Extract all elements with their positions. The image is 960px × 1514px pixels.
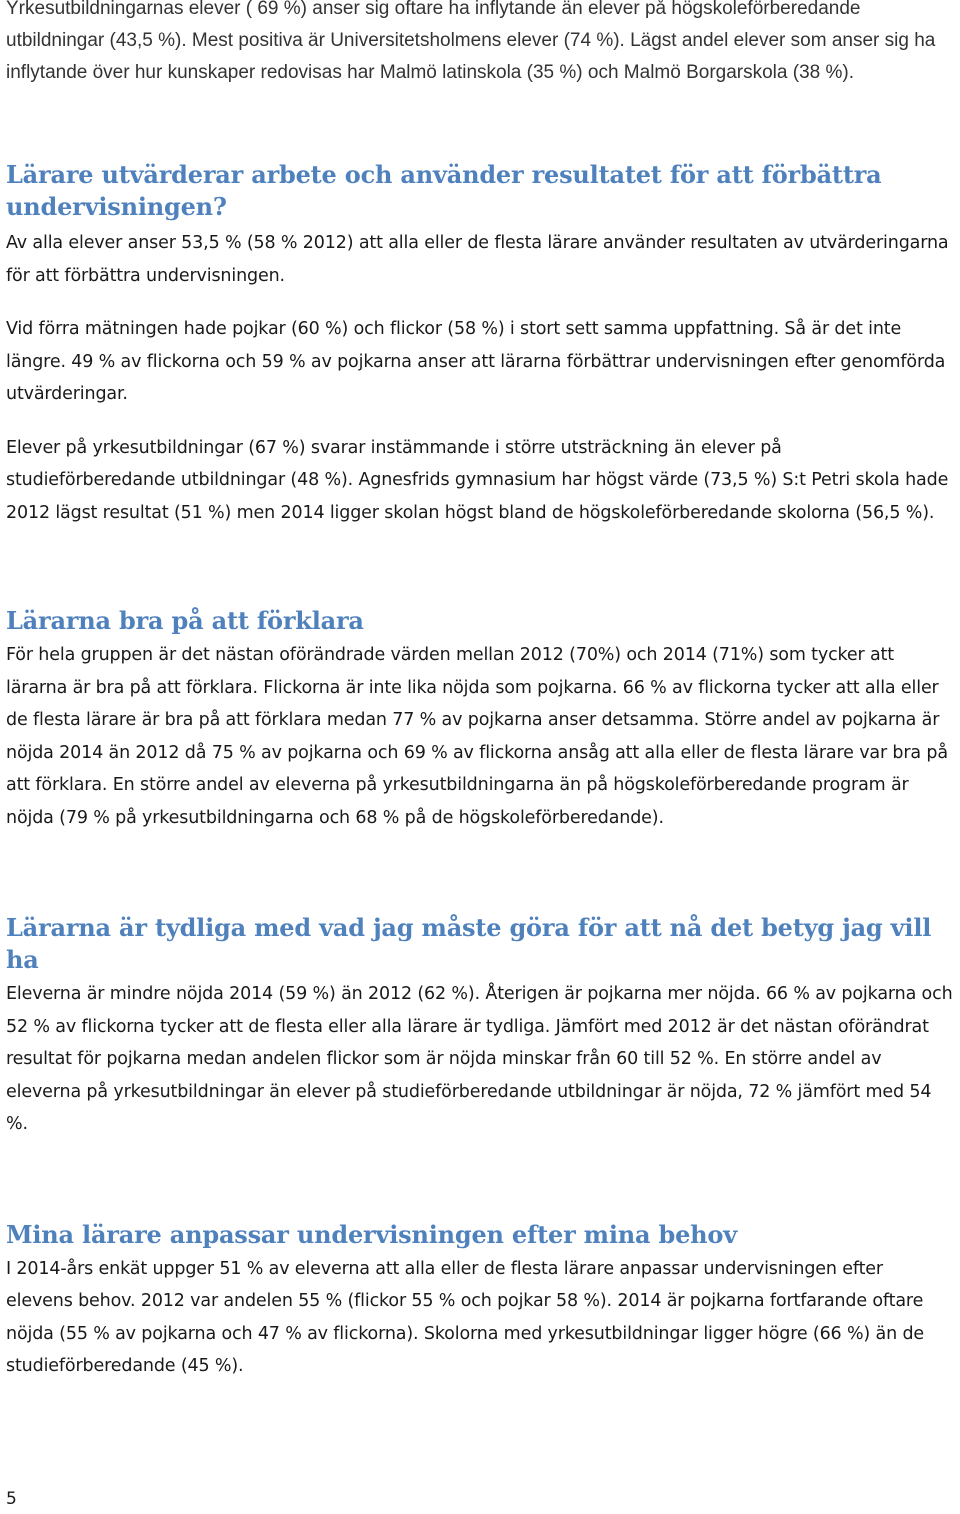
section-utvardering-paragraph-3: Elever på yrkesutbildningar (67 %) svarar instämmande i större utsträckning än elever på studieförberedande utbildningar (48 %). Agnesfrids gymnasium har högst värde (73,5 %) S:t Petri skola hade 2012 lägst resultat (51 %) men 2014 ligger skolan högst bland de högskoleförberedande skolorna (56,5 %). (6, 437, 949, 523)
page-number: 5 (6, 1489, 17, 1509)
section-heading-utvardering: Lärare utvärderar arbete och använder resultatet för att förbättra undervisningen? (6, 160, 882, 221)
section-forklara-paragraph-1: För hela gruppen är det nästan oförändrade värden mellan 2012 (70%) och 2014 (71%) som tycker att lärarna är bra på att förklara. Flickorna är inte lika nöjda som pojkarna. 66 % av flickorna tycker att alla eller de flesta lärare är bra på att förklara medan 77 % av pojkarna anser detsamma. Större andel av pojkarna är nöjda 2014 än 2012 då 75 % av pojkarna och 69 % av flickorna ansåg att alla eller de flesta lärare var bra på att förklara. En större andel av eleverna på yrkesutbildningarna än på högskoleförberedande program är nöjda (79 % på yrkesutbildningarna och 68 % på de högskoleförberedande). (6, 645, 948, 828)
section-utvardering-paragraph-1: Av alla elever anser 53,5 % (58 % 2012) att alla eller de flesta lärare använder resultaten av utvärderingarna för att förbättra undervisningen. (6, 233, 949, 286)
intro-paragraph: Yrkesutbildningarnas elever ( 69 %) anser sig oftare ha inflytande än elever på högskoleförberedande utbildningar (43,5 %). Mest positiva är Universitetsholmens elever (74 %). Lägst andel elever som anser sig ha inflytande över hur kunskaper redovisas har Malmö latinskola (35 %) och Malmö Borgarskola (38 %). (6, 0, 936, 83)
section-heading-tydliga: Lärarna är tydliga med vad jag måste göra för att nå det betyg jag vill ha (6, 913, 932, 974)
section-heading-forklara: Lärarna bra på att förklara (6, 606, 364, 635)
section-heading-anpassar: Mina lärare anpassar undervisningen efter mina behov (6, 1219, 737, 1249)
section-tydliga-paragraph-1: Eleverna är mindre nöjda 2014 (59 %) än 2012 (62 %). Återigen är pojkarna mer nöjda. 66 % av pojkarna och 52 % av flickorna tycker att de flesta eller alla lärare är tydliga. Jämfört med 2012 är det nästan oförändrat resultat för pojkarna medan andelen flickor som är nöjda minskar från 60 till 52 %. En större andel av eleverna på yrkesutbildningar än elever på studieförberedande utbildningar är nöjda, 72 % jämfört med 54 %. (6, 984, 953, 1134)
section-anpassar-paragraph-1: I 2014-års enkät uppger 51 % av eleverna att alla eller de flesta lärare anpassar undervisningen efter elevens behov. 2012 var andelen 55 % (flickor 55 % och pojkar 58 %). 2014 är pojkarna fortfarande oftare nöjda (55 % av pojkarna och 47 % av flickorna). Skolorna med yrkesutbildningar ligger högre (66 %) än de studieförberedande (45 %). (6, 1258, 925, 1376)
section-utvardering-paragraph-2: Vid förra mätningen hade pojkar (60 %) och flickor (58 %) i stort sett samma uppfattning. Så är det inte längre. 49 % av flickorna och 59 % av pojkarna anser att lärarna förbättrar undervisningen efter genomförda utvärderingar. (6, 319, 946, 404)
